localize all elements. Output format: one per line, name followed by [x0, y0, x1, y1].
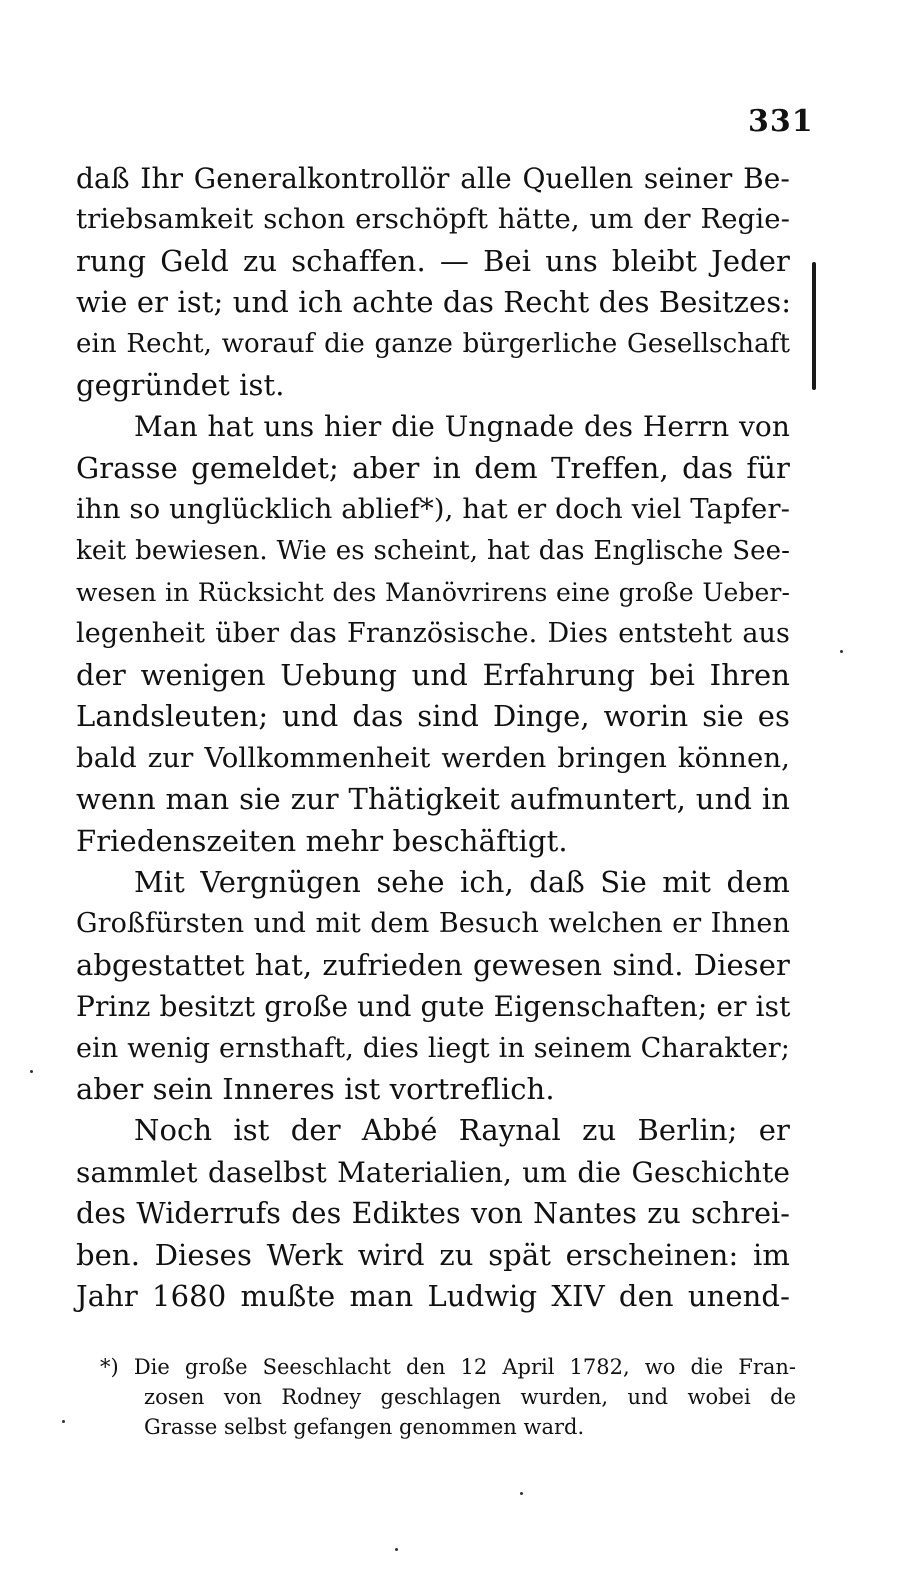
text-line: keit bewiesen. Wie es scheint, hat das Englische See- — [76, 535, 790, 566]
text-line: ein wenig ernsthaft, dies liegt in seinem Charakter; — [76, 1032, 790, 1064]
text-line: wenn man sie zur Thätigkeit aufmuntert, und in — [76, 782, 790, 817]
paper-speck — [520, 1492, 523, 1495]
text-line: legenheit über das Französische. Dies entsteht aus — [76, 618, 790, 650]
margin-mark — [812, 262, 816, 390]
text-line: wie er ist; und ich achte das Recht des Besitzes: — [76, 285, 792, 320]
page-number: 331 — [748, 104, 814, 139]
text-line: Noch ist der Abbé Raynal zu Berlin; er — [134, 1113, 790, 1148]
text-line: Großfürsten und mit dem Besuch welchen er Ihnen — [76, 908, 790, 940]
text-line: Prinz besitzt große und gute Eigenschaften; er ist — [76, 990, 791, 1024]
text-line: triebsamkeit schon erschöpft hätte, um der Regie- — [76, 203, 790, 236]
paper-speck — [30, 1070, 33, 1073]
footnote — [100, 1352, 796, 1442]
text-line: aber sein Inneres ist vortreflich. — [76, 1071, 555, 1106]
text-line: sammlet daselbst Materialien, um die Geschichte — [76, 1155, 790, 1189]
text-line: ein Recht, worauf die ganze bürgerliche Gesellschaft — [76, 328, 790, 359]
text-line: abgestattet hat, zufrieden gewesen sind. Dieser — [76, 947, 790, 982]
footnote-line: zosen von Rodney geschlagen wurden, und wobei de — [144, 1385, 796, 1409]
text-line: daß Ihr Generalkontrollör alle Quellen seiner Be- — [76, 162, 790, 195]
text-line: rung Geld zu schaffen. — Bei uns bleibt Jeder — [76, 243, 790, 278]
paper-speck — [840, 650, 843, 653]
text-line: Man hat uns hier die Ungnade des Herrn von — [134, 410, 790, 444]
text-line: wesen in Rücksicht des Manövrirens eine große Ueber- — [76, 578, 790, 608]
text-line: Landsleuten; und das sind Dinge, worin sie es — [76, 699, 790, 734]
text-line: des Widerrufs des Ediktes von Nantes zu schrei- — [76, 1197, 790, 1231]
paper-speck — [395, 1548, 398, 1551]
paper-speck — [62, 1420, 65, 1423]
text-line: Mit Vergnügen sehe ich, daß Sie mit dem — [134, 864, 790, 899]
text-line: Friedenszeiten mehr beschäftigt. — [76, 823, 568, 858]
text-line: ben. Dieses Werk wird zu spät erscheinen: im — [76, 1237, 790, 1272]
text-line: bald zur Vollkommenheit werden bringen können, — [76, 741, 790, 774]
text-line: ihn so unglücklich ablief*), hat er doch viel Tapfer- — [76, 493, 791, 526]
text-line: gegründet ist. — [76, 368, 285, 403]
body-text — [76, 158, 790, 1317]
text-line: Jahr 1680 mußte man Ludwig XIV den unend- — [76, 1278, 790, 1313]
text-line: Grasse gemeldet; aber in dem Treffen, das für — [76, 450, 790, 485]
footnote-line: *) Die große Seeschlacht den 12 April 1782, wo die Fran- — [100, 1355, 796, 1379]
footnote-line: Grasse selbst gefangen genommen ward. — [144, 1415, 585, 1439]
text-line: der wenigen Uebung und Erfahrung bei Ihren — [76, 657, 790, 692]
